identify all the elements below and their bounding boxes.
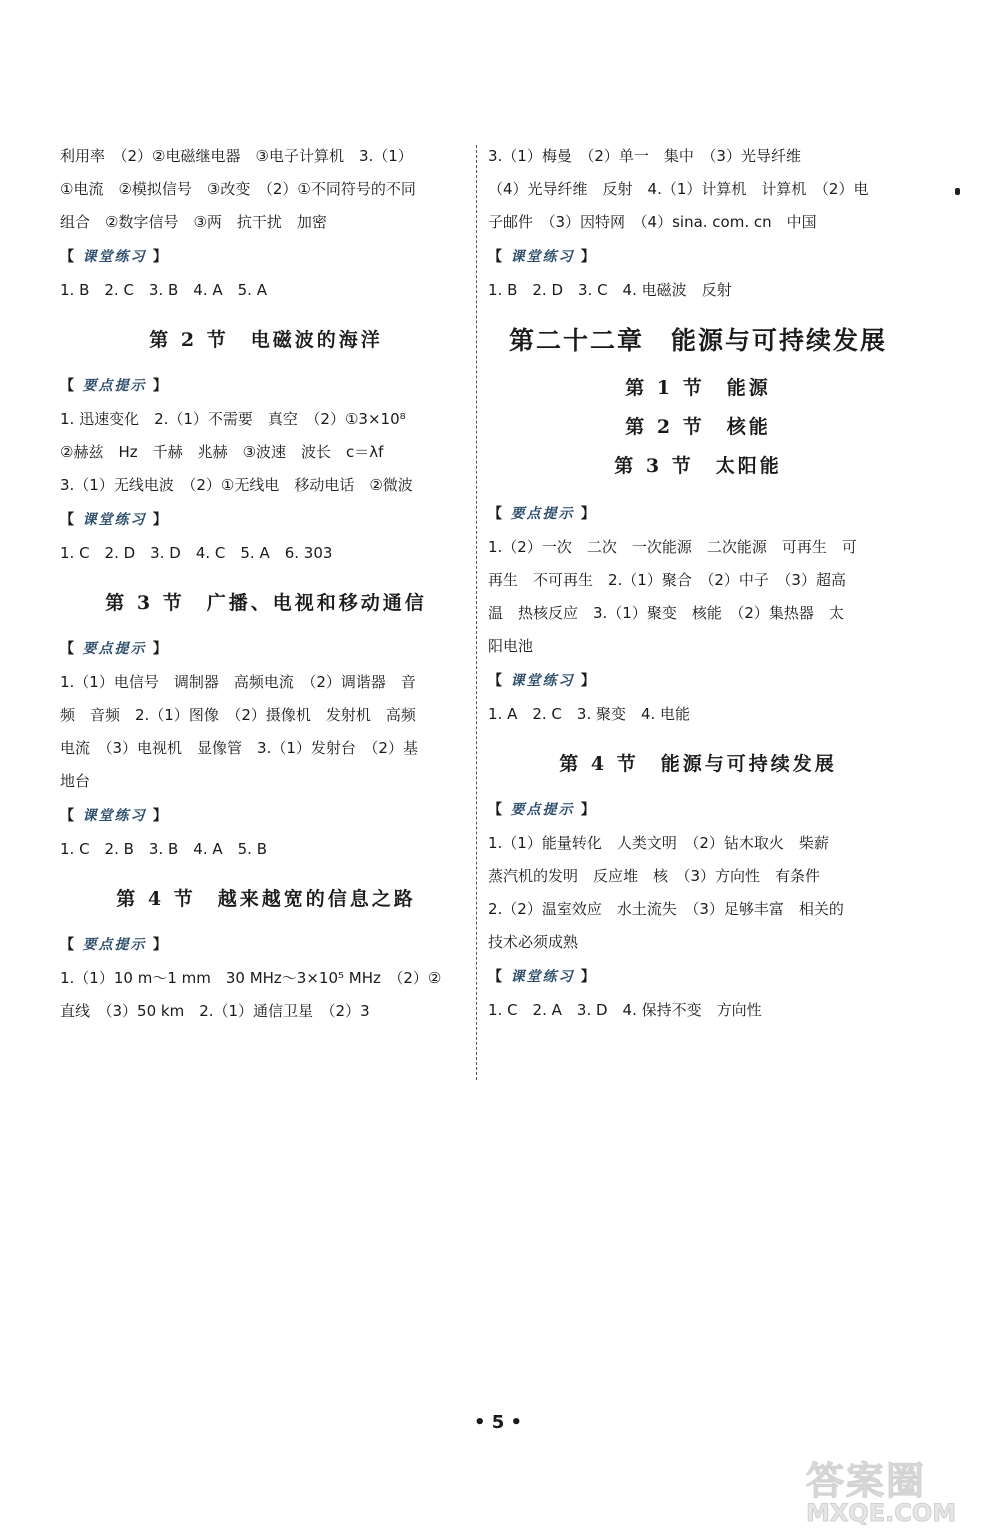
key-points-label: 【 要点提示 】 [488,506,597,522]
answer-line: 1. B 2. D 3. C 4. 电磁波 反射 [488,281,732,299]
text-line: 频 音频 2.（1）图像 （2）摄像机 发射机 高频 [60,706,416,724]
text-line: ①电流 ②模拟信号 ③改变 （2）①不同符号的不同 [60,180,416,198]
left-column [60,140,472,1028]
answer-line: 1. A 2. C 3. 聚变 4. 电能 [488,705,691,723]
practice-label: 【 课堂练习 】 [60,512,169,528]
margin-dot [955,188,960,195]
text-line: 阳电池 [488,637,534,655]
practice-label: 【 课堂练习 】 [488,969,597,985]
practice-label: 【 课堂练习 】 [60,249,169,265]
key-points-label: 【 要点提示 】 [488,802,597,818]
text-line: ②赫兹 Hz 千赫 兆赫 ③波速 波长 c＝λf [60,443,384,461]
text-line: 子邮件 （3）因特网 （4）sina. com. cn 中国 [488,213,817,231]
text-line: （4）光导纤维 反射 4.（1）计算机 计算机 （2）电 [488,180,869,198]
section-title: 第 4 节 越来越宽的信息之路 [116,888,416,910]
section-title: 第 2 节 电磁波的海洋 [149,329,383,351]
watermark-logo [806,1450,986,1530]
text-line: 温 热核反应 3.（1）聚变 核能 （2）集热器 太 [488,604,844,622]
section-title: 第 3 节 广播、电视和移动通信 [105,592,427,614]
text-line: 技术必须成熟 [488,933,579,951]
right-column [488,140,908,1027]
text-line: 2.（2）温室效应 水土流失 （3）足够丰富 相关的 [488,900,844,918]
text-line: 3.（1）梅曼 （2）单一 集中 （3）光导纤维 [488,147,801,165]
answer-line: 1. C 2. B 3. B 4. A 5. B [60,840,268,858]
practice-label: 【 课堂练习 】 [60,808,169,824]
section-title: 第 3 节 太阳能 [614,455,782,477]
text-line: 组合 ②数字信号 ③两 抗干扰 加密 [60,213,327,231]
text-line: 1.（1）10 m～1 mm 30 MHz～3×10⁵ MHz （2）② [60,969,442,987]
key-points-label: 【 要点提示 】 [60,937,169,953]
text-line: 再生 不可再生 2.（1）聚合 （2）中子 （3）超高 [488,571,846,589]
section-title: 第 1 节 能源 [625,377,771,399]
text-line: 直线 （3）50 km 2.（1）通信卫星 （2）3 [60,1002,370,1020]
key-points-label: 【 要点提示 】 [60,378,169,394]
text-line: 利用率 （2）②电磁继电器 ③电子计算机 3.（1） [60,147,413,165]
column-divider [476,145,477,1080]
watermark-url: MXQE.COM [806,1499,957,1527]
text-line: 1.（1）能量转化 人类文明 （2）钻木取火 柴薪 [488,834,829,852]
text-line: 1. 迅速变化 2.（1）不需要 真空 （2）①3×10⁸ [60,410,406,428]
answer-line: 1. C 2. A 3. D 4. 保持不变 方向性 [488,1001,762,1019]
text-line: 1.（1）电信号 调制器 高频电流 （2）调谐器 音 [60,673,416,691]
practice-label: 【 课堂练习 】 [488,673,597,689]
section-title: 第 2 节 核能 [625,416,771,438]
text-line: 1.（2）一次 二次 一次能源 二次能源 可再生 可 [488,538,857,556]
text-line: 电流 （3）电视机 显像管 3.（1）发射台 （2）基 [60,739,418,757]
key-points-label: 【 要点提示 】 [60,641,169,657]
text-line: 蒸汽机的发明 反应堆 核 （3）方向性 有条件 [488,867,821,885]
chapter-title: 第二十二章 能源与可持续发展 [508,326,887,355]
text-line: 地台 [60,772,91,790]
answer-line: 1. C 2. D 3. D 4. C 5. A 6. 303 [60,544,333,562]
text-line: 3.（1）无线电波 （2）①无线电 移动电话 ②微波 [60,476,413,494]
answer-line: 1. B 2. C 3. B 4. A 5. A [60,281,267,299]
watermark-text: 答案圈 [806,1458,927,1503]
page-number: • 5 • [473,1412,523,1433]
section-title: 第 4 节 能源与可持续发展 [559,753,837,775]
practice-label: 【 课堂练习 】 [488,249,597,265]
